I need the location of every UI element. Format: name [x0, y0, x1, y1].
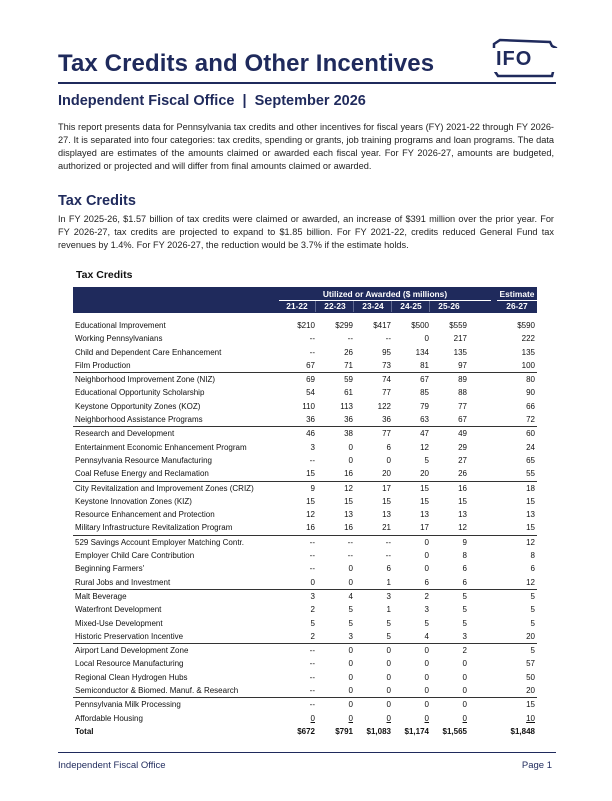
cell-value: 90	[526, 388, 535, 398]
row-label: Local Resource Manufacturing	[75, 659, 184, 669]
cell-value: 85	[420, 388, 429, 398]
cell-value: 10	[526, 713, 535, 723]
cell-value: --	[309, 537, 315, 547]
table-header	[73, 287, 537, 313]
cell-value: 49	[458, 429, 467, 439]
cell-value: 63	[420, 415, 429, 425]
cell-value: 2	[310, 631, 315, 641]
year-header: 21-22	[286, 301, 308, 311]
cell-value: 69	[306, 375, 315, 385]
report-subtitle: Independent Fiscal Office | September 2026	[58, 93, 366, 109]
cell-value: $1,848	[510, 726, 535, 736]
cell-value: 3	[424, 605, 429, 615]
cell-value: --	[347, 334, 353, 344]
cell-value: 5	[530, 605, 535, 615]
cell-value: --	[309, 455, 315, 465]
table-title: Tax Credits	[76, 269, 133, 281]
cell-value: 67	[458, 415, 467, 425]
cell-value: 50	[526, 672, 535, 682]
cell-value: 8	[462, 551, 467, 561]
cell-value: 72	[526, 415, 535, 425]
cell-value: 36	[382, 415, 391, 425]
cell-value: --	[309, 551, 315, 561]
cell-value: 5	[386, 631, 391, 641]
row-label: Affordable Housing	[75, 713, 143, 723]
cell-value: 0	[348, 672, 353, 682]
cell-value: 27	[458, 455, 467, 465]
cell-value: --	[309, 659, 315, 669]
cell-value: 3	[310, 442, 315, 452]
table-row	[73, 535, 537, 549]
cell-value: 16	[344, 469, 353, 479]
cell-value: --	[309, 672, 315, 682]
report-title: Tax Credits and Other Incentives	[58, 50, 435, 77]
year-header: 24-25	[400, 301, 422, 311]
footer-org: Independent Fiscal Office	[58, 760, 166, 771]
cell-value: 0	[462, 686, 467, 696]
cell-value: 67	[306, 360, 315, 370]
cell-value: 5	[386, 618, 391, 628]
table-row	[73, 712, 537, 725]
row-label: Pennsylvania Resource Manufacturing	[75, 455, 212, 465]
cell-value: 12	[526, 537, 535, 547]
cell-value: 0	[348, 577, 353, 587]
table-row	[73, 319, 537, 332]
row-label: Child and Dependent Care Enhancement	[75, 347, 222, 357]
cell-value: 0	[386, 713, 391, 723]
cell-value: 12	[420, 442, 429, 452]
cell-value: 0	[348, 564, 353, 574]
cell-value: 4	[424, 631, 429, 641]
cell-value: 38	[344, 429, 353, 439]
table-row	[73, 603, 537, 616]
cell-value: 6	[386, 564, 391, 574]
cell-value: 65	[526, 455, 535, 465]
cell-value: $210	[297, 321, 315, 330]
cell-value: 97	[458, 360, 467, 370]
row-label: Malt Beverage	[75, 591, 127, 601]
cell-value: 3	[386, 591, 391, 601]
cell-value: 0	[348, 646, 353, 656]
table-row	[73, 346, 537, 359]
cell-value: 13	[526, 510, 535, 520]
cell-value: 2	[310, 605, 315, 615]
cell-value: 135	[453, 347, 467, 357]
cell-value: 0	[348, 700, 353, 710]
cell-value: 5	[424, 618, 429, 628]
cell-value: 15	[306, 469, 315, 479]
table-body	[73, 319, 537, 739]
row-label: City Revitalization and Improvement Zones (CRIZ)	[75, 483, 254, 493]
row-label: Research and Development	[75, 429, 175, 439]
cell-value: --	[309, 347, 315, 357]
header-divider	[353, 301, 354, 312]
cell-value: 5	[348, 618, 353, 628]
total-label: Total	[75, 726, 94, 736]
cell-value: 5	[530, 591, 535, 601]
cell-value: 110	[302, 401, 315, 411]
cell-value: 55	[526, 469, 535, 479]
cell-value: 2	[462, 646, 467, 656]
cell-value: 26	[458, 469, 467, 479]
cell-value: 36	[344, 415, 353, 425]
table-row	[73, 426, 537, 440]
cell-value: --	[309, 334, 315, 344]
table-row	[73, 643, 537, 657]
table-row	[73, 576, 537, 589]
table-row	[73, 508, 537, 521]
cell-value: 17	[420, 523, 429, 533]
estimate-header: Estimate	[497, 289, 537, 301]
cell-value: 59	[344, 375, 353, 385]
cell-value: 6	[530, 564, 535, 574]
cell-value: 15	[420, 496, 429, 506]
row-label: Entertainment Economic Enhancement Program	[75, 442, 247, 452]
row-label: Coal Refuse Energy and Reclamation	[75, 469, 209, 479]
cell-value: 0	[424, 700, 429, 710]
cell-value: --	[309, 700, 315, 710]
cell-value: 12	[344, 483, 353, 493]
cell-value: 74	[382, 375, 391, 385]
cell-value: 16	[458, 483, 467, 493]
cell-value: 18	[526, 483, 535, 493]
year-header: 23-24	[362, 301, 384, 311]
cell-value: 61	[344, 388, 353, 398]
table-row	[73, 630, 537, 643]
title-rule	[58, 82, 556, 84]
cell-value: $417	[373, 321, 391, 330]
cell-value: 122	[377, 401, 391, 411]
logo-text: IFO	[496, 48, 533, 70]
cell-value: 89	[458, 375, 467, 385]
cell-value: 0	[462, 659, 467, 669]
cell-value: $672	[297, 726, 315, 736]
cell-value: 0	[424, 646, 429, 656]
cell-value: --	[309, 686, 315, 696]
cell-value: 5	[310, 618, 315, 628]
cell-value: 135	[521, 347, 535, 357]
table-row	[73, 562, 537, 575]
cell-value: 5	[424, 455, 429, 465]
cell-value: 4	[348, 591, 353, 601]
cell-value: 0	[462, 700, 467, 710]
cell-value: $791	[335, 726, 353, 736]
cell-value: $500	[411, 321, 429, 330]
intro-paragraph: This report presents data for Pennsylvania tax credits and other incentives for fiscal years (FY) 2021-22 through FY 2026-27. It is separated into four categories: tax credits, spending or grants, job training programs and loan programs. The data displayed are estimates of the amounts claimed or awarded each fiscal year. For FY 2026-27, amounts are budgeted, authorized or projected and will differ from final amounts claimed or awarded.	[58, 122, 554, 171]
cell-value: 15	[458, 496, 467, 506]
row-label: Rural Jobs and Investment	[75, 577, 171, 587]
cell-value: 5	[462, 618, 467, 628]
table-row	[73, 495, 537, 508]
row-label: Educational Opportunity Scholarship	[75, 388, 205, 398]
year-header: 22-23	[324, 301, 346, 311]
cell-value: 5	[348, 605, 353, 615]
year-header: 26-27	[506, 301, 528, 311]
cell-value: 0	[310, 713, 315, 723]
table-row	[73, 454, 537, 467]
cell-value: 2	[424, 591, 429, 601]
row-label: Employer Child Care Contribution	[75, 551, 195, 561]
cell-value: 5	[462, 591, 467, 601]
cell-value: 12	[458, 523, 467, 533]
cell-value: 0	[348, 659, 353, 669]
row-label: Historic Preservation Incentive	[75, 631, 184, 641]
cell-value: 0	[462, 672, 467, 682]
cell-value: --	[385, 551, 391, 561]
row-label: Airport Land Development Zone	[75, 646, 189, 656]
cell-value: 24	[526, 442, 535, 452]
cell-value: 17	[382, 483, 391, 493]
cell-value: 88	[458, 388, 467, 398]
table-row	[73, 481, 537, 495]
cell-value: 3	[462, 631, 467, 641]
row-label: Neighborhood Assistance Programs	[75, 415, 203, 425]
cell-value: 0	[424, 334, 429, 344]
cell-value: 60	[526, 429, 535, 439]
cell-value: $559	[449, 321, 467, 330]
cell-value: 12	[526, 577, 535, 587]
cell-value: 16	[306, 523, 315, 533]
cell-value: 0	[386, 646, 391, 656]
cell-value: 95	[382, 347, 391, 357]
cell-value: 47	[420, 429, 429, 439]
cell-value: 100	[521, 360, 535, 370]
cell-value: 0	[386, 659, 391, 669]
table-row	[73, 589, 537, 603]
cell-value: $590	[517, 321, 535, 330]
cell-value: 134	[415, 347, 429, 357]
cell-value: 0	[424, 713, 429, 723]
table-row	[73, 372, 537, 386]
cell-value: --	[385, 334, 391, 344]
cell-value: 217	[453, 334, 467, 344]
cell-value: 0	[424, 686, 429, 696]
cell-value: 20	[382, 469, 391, 479]
cell-value: 77	[382, 429, 391, 439]
cell-value: 3	[310, 591, 315, 601]
table-total-row	[73, 725, 537, 739]
table-row	[73, 467, 537, 480]
cell-value: 1	[386, 605, 391, 615]
cell-value: 21	[382, 523, 391, 533]
utilized-header: Utilized or Awarded ($ millions)	[279, 289, 491, 301]
cell-value: 66	[526, 401, 535, 411]
cell-value: 81	[420, 360, 429, 370]
cell-value: 5	[530, 618, 535, 628]
cell-value: 0	[386, 700, 391, 710]
cell-value: 12	[306, 510, 315, 520]
row-label: Keystone Opportunity Zones (KOZ)	[75, 401, 201, 411]
table-row	[73, 521, 537, 534]
cell-value: 46	[306, 429, 315, 439]
row-label: Educational Improvement	[75, 321, 166, 330]
cell-value: --	[309, 646, 315, 656]
cell-value: 57	[526, 659, 535, 669]
cell-value: 0	[424, 537, 429, 547]
cell-value: 16	[344, 523, 353, 533]
cell-value: 6	[462, 577, 467, 587]
cell-value: 0	[424, 672, 429, 682]
cell-value: 113	[340, 401, 353, 411]
row-label: Beginning Farmers'	[75, 564, 145, 574]
row-label: Semiconductor & Biomed. Manuf. & Research	[75, 686, 239, 696]
cell-value: 26	[344, 347, 353, 357]
cell-value: 13	[344, 510, 353, 520]
row-label: Keystone Innovation Zones (KIZ)	[75, 496, 192, 506]
row-label: Waterfront Development	[75, 605, 162, 615]
cell-value: --	[347, 551, 353, 561]
cell-value: 0	[348, 713, 353, 723]
row-label: Military Infrastructure Revitalization Program	[75, 523, 233, 533]
cell-value: 0	[386, 455, 391, 465]
cell-value: 73	[382, 360, 391, 370]
cell-value: 0	[424, 551, 429, 561]
cell-value: 29	[458, 442, 467, 452]
table-row	[73, 617, 537, 630]
page-number: Page 1	[521, 760, 552, 771]
cell-value: 20	[420, 469, 429, 479]
cell-value: 36	[306, 415, 315, 425]
tax-credits-table	[73, 287, 537, 739]
row-label: Mixed-Use Development	[75, 618, 163, 628]
cell-value: 6	[386, 442, 391, 452]
table-row	[73, 684, 537, 697]
row-label: Film Production	[75, 360, 131, 370]
year-header: 25-26	[438, 301, 460, 311]
cell-value: 71	[344, 360, 353, 370]
cell-value: 5	[462, 605, 467, 615]
cell-value: 15	[344, 496, 353, 506]
table-row	[73, 386, 537, 399]
table-row	[73, 671, 537, 684]
cell-value: 15	[526, 700, 535, 710]
cell-value: $1,174	[404, 726, 429, 736]
cell-value: 0	[462, 713, 467, 723]
cell-value: 79	[420, 401, 429, 411]
cell-value: 20	[526, 686, 535, 696]
table-row	[73, 400, 537, 413]
row-label: Pennsylvania Milk Processing	[75, 700, 181, 710]
table-row	[73, 441, 537, 454]
cell-value: 80	[526, 375, 535, 385]
cell-value: --	[385, 537, 391, 547]
cell-value: 77	[382, 388, 391, 398]
table-row	[73, 413, 537, 426]
table-row	[73, 697, 537, 711]
cell-value: 13	[420, 510, 429, 520]
section-paragraph: In FY 2025-26, $1.57 billion of tax credits were claimed or awarded, an increase of $391 million over the prior year. For FY 2026-27, tax credits are projected to expand to $1.85 billion. For FY 2021-22, credits reduced General Fund tax revenues by 1.4%. For FY 2026-27, the reduction would be 3.7% if the estimate holds.	[58, 214, 554, 250]
row-label: Resource Enhancement and Protection	[75, 510, 215, 520]
cell-value: 222	[521, 334, 535, 344]
cell-value: 0	[348, 442, 353, 452]
cell-value: 77	[458, 401, 467, 411]
cell-value: 15	[306, 496, 315, 506]
cell-value: 15	[420, 483, 429, 493]
cell-value: 0	[348, 686, 353, 696]
header-divider	[429, 301, 430, 312]
cell-value: 8	[530, 551, 535, 561]
cell-value: --	[309, 564, 315, 574]
header-divider	[391, 301, 392, 312]
cell-value: $299	[335, 321, 353, 330]
cell-value: 3	[348, 631, 353, 641]
footer-rule	[58, 752, 556, 753]
cell-value: 54	[306, 388, 315, 398]
table-row	[73, 359, 537, 372]
cell-value: --	[347, 537, 353, 547]
cell-value: 0	[386, 672, 391, 682]
cell-value: $1,565	[442, 726, 467, 736]
table-row	[73, 549, 537, 562]
table-row	[73, 657, 537, 670]
cell-value: 9	[462, 537, 467, 547]
row-label: 529 Savings Account Employer Matching Contr.	[75, 537, 244, 547]
cell-value: 6	[424, 577, 429, 587]
cell-value: 0	[424, 564, 429, 574]
cell-value: 67	[420, 375, 429, 385]
cell-value: 15	[526, 496, 535, 506]
cell-value: 0	[424, 659, 429, 669]
cell-value: 0	[386, 686, 391, 696]
row-label: Regional Clean Hydrogen Hubs	[75, 672, 188, 682]
cell-value: 13	[382, 510, 391, 520]
cell-value: 15	[526, 523, 535, 533]
cell-value: 5	[530, 646, 535, 656]
table-row	[73, 332, 537, 345]
cell-value: $1,083	[366, 726, 391, 736]
row-label: Neighborhood Improvement Zone (NIZ)	[75, 375, 216, 385]
cell-value: 9	[310, 483, 315, 493]
row-label: Working Pennsylvanians	[75, 334, 163, 344]
cell-value: 0	[348, 455, 353, 465]
cell-value: 15	[382, 496, 391, 506]
header-divider	[315, 301, 316, 312]
cell-value: 1	[386, 577, 391, 587]
cell-value: 6	[462, 564, 467, 574]
cell-value: 13	[458, 510, 467, 520]
cell-value: 0	[310, 577, 315, 587]
section-heading: Tax Credits	[58, 193, 136, 209]
cell-value: 20	[526, 631, 535, 641]
